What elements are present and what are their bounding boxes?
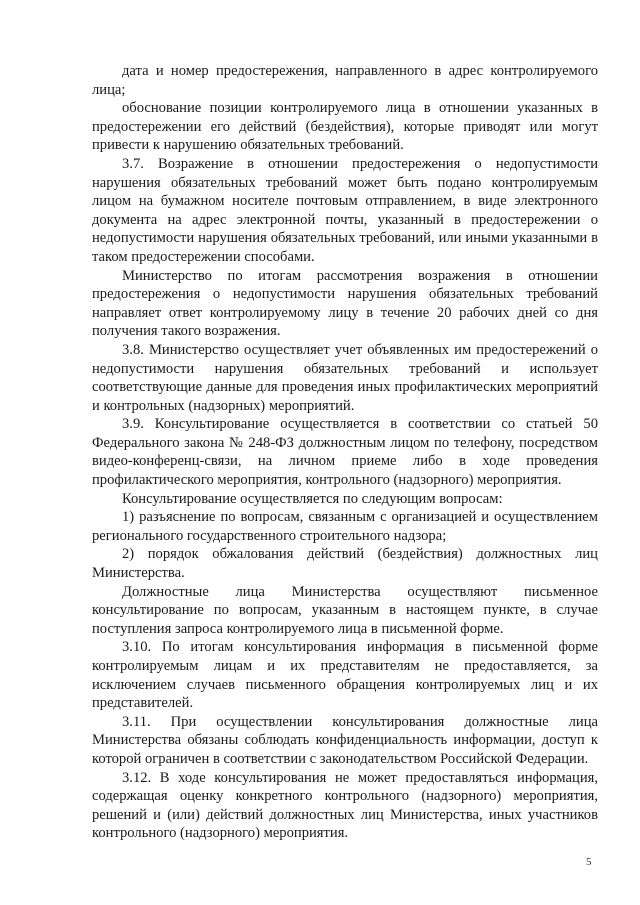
paragraph-3-11: 3.11. При осуществлении консультирования должностные лица Министерства обязаны соблюдать конфиденциальность информации, доступ к которой ограничен в соответствии с законодательством Российской Федерации.	[92, 713, 598, 767]
document-body	[92, 62, 598, 843]
page-number: 5	[586, 856, 592, 868]
paragraph-3-8: 3.8. Министерство осуществляет учет объявленных им предостережений о недопустимости нарушения обязательных требований и использует соответствующие данные для проведения иных профилактических мероприятий и контрольных (надзорных) мероприятий.	[92, 341, 598, 414]
paragraph-position-justification: обоснование позиции контролируемого лица в отношении указанных в предостережении его действий (бездействия), которые приводят или могут привести к нарушению обязательных требований.	[92, 100, 598, 154]
paragraph-3-9: 3.9. Консультирование осуществляется в соответствии со статьей 50 Федерального закона № 248-ФЗ должностным лицом по телефону, посредством видео-конференц-связи, на личном приеме либо в ходе проведения профилактического мероприятия, контрольного (надзорного) мероприятия.	[92, 416, 598, 489]
list-item-1: 1) разъяснение по вопросам, связанным с организацией и осуществлением регионального государственного строительного надзора;	[92, 509, 598, 544]
paragraph-written-consulting: Должностные лица Министерства осуществляют письменное консультирование по вопросам, указанным в настоящем пункте, в случае поступления запроса контролируемого лица в письменной форме.	[92, 583, 598, 637]
paragraph-3-12: 3.12. В ходе консультирования не может предоставляться информация, содержащая оценку конкретного контрольного (надзорного) мероприятия, решений и (или) действий должностных лиц Министерства, иных участников контрольного (надзорного) мероприятия.	[92, 769, 598, 842]
paragraph-ministry-response: Министерство по итогам рассмотрения возражения в отношении предостережения о недопустимости нарушения обязательных требований направляет ответ контролируемому лицу в течение 20 рабочих дней со дня получения такого возражения.	[92, 267, 598, 340]
list-item-2: 2) порядок обжалования действий (бездействия) должностных лиц Министерства.	[92, 546, 598, 582]
paragraph-warning-date: дата и номер предостережения, направленного в адрес контролируемого лица;	[92, 63, 598, 98]
paragraph-3-10: 3.10. По итогам консультирования информация в письменной форме контролируемым лицам и их представителям не предоставляется, за исключением случаев письменного обращения контролируемых лиц и их представителей.	[92, 639, 598, 712]
paragraph-consulting-questions: Консультирование осуществляется по следующим вопросам:	[122, 490, 503, 507]
paragraph-3-7: 3.7. Возражение в отношении предостережения о недопустимости нарушения обязательных требований может быть подано контролируемым лицом на бумажном носителе почтовым отправлением, в виде электронного документа на адрес электронной почты, указанный в предостережении о недопустимости нарушения обязательных требований, или иными указанными в таком предостережении способами.	[92, 155, 598, 265]
